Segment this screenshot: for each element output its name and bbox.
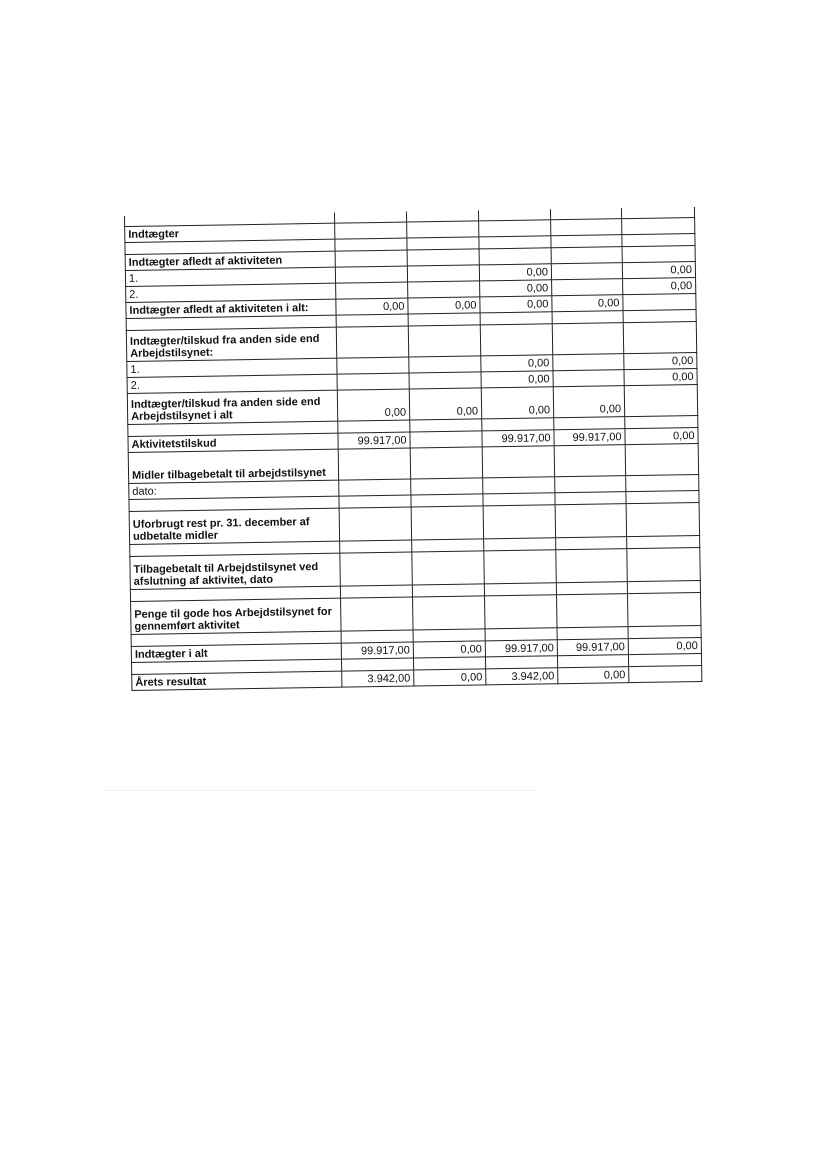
row-label: Aktivitetstilskud <box>128 433 338 452</box>
value-cell <box>339 507 412 541</box>
value-cell <box>413 629 485 642</box>
value-cell <box>557 627 628 640</box>
value-cell: 0,00 <box>336 298 408 315</box>
value-cell: 0,00 <box>625 428 698 445</box>
value-cell <box>555 492 626 505</box>
row-label: Indtægter/tilskud fra anden side end Arbejdstilsynet i alt <box>127 390 337 424</box>
value-cell <box>622 246 695 263</box>
value-cell <box>480 312 552 325</box>
value-cell <box>339 479 411 496</box>
value-cell: 0,00 <box>479 264 551 281</box>
value-cell: 0,00 <box>623 278 696 295</box>
value-cell <box>553 354 624 371</box>
value-cell <box>336 282 408 299</box>
value-cell <box>338 420 410 433</box>
value-cell <box>412 584 484 597</box>
value-cell <box>411 506 484 540</box>
value-cell <box>409 356 481 373</box>
value-cell <box>479 220 551 237</box>
value-cell <box>340 552 413 586</box>
value-cell: 0,00 <box>408 297 480 314</box>
value-cell <box>554 445 625 477</box>
value-cell <box>556 549 628 583</box>
value-cell <box>407 221 479 238</box>
value-cell <box>407 237 479 250</box>
row-label: Årets resultat <box>132 671 342 690</box>
value-cell: 0,00 <box>553 386 624 418</box>
value-cell: 0,00 <box>409 388 481 420</box>
value-cell <box>410 431 482 448</box>
value-cell <box>557 594 629 628</box>
value-cell <box>484 583 556 596</box>
value-cell <box>482 418 554 431</box>
value-cell <box>484 538 556 551</box>
value-cell <box>623 294 696 311</box>
budget-table-body <box>124 207 701 690</box>
row-label: 1. <box>125 267 335 286</box>
value-cell: 0,00 <box>624 369 697 386</box>
value-cell: 99.917,00 <box>485 640 557 657</box>
value-cell <box>552 311 623 324</box>
value-cell: 0,00 <box>558 667 629 684</box>
value-cell <box>551 235 622 248</box>
value-cell: 0,00 <box>413 641 485 658</box>
value-cell <box>335 266 407 283</box>
value-cell <box>555 476 626 493</box>
value-cell <box>554 417 625 430</box>
value-cell <box>407 249 479 266</box>
row-label: Indtægter afledt af aktiviteten i alt: <box>126 299 336 318</box>
value-cell: 0,00 <box>628 637 701 654</box>
value-cell <box>627 547 701 581</box>
row-label: Indtægter afledt af aktiviteten <box>125 251 335 270</box>
row-label: 1. <box>127 358 337 377</box>
row-label: Indtægter <box>125 223 335 242</box>
value-cell: 3.942,00 <box>486 668 558 685</box>
row-label: Penge til gode hos Arbejdstilsynet for gennemført aktivitet <box>131 598 341 634</box>
value-cell: 99.917,00 <box>338 432 410 449</box>
value-cell: 0,00 <box>480 280 552 297</box>
value-cell <box>551 219 622 236</box>
value-cell <box>411 494 483 507</box>
value-cell <box>411 478 483 495</box>
value-cell <box>410 447 482 479</box>
value-cell <box>556 537 627 550</box>
value-cell <box>480 324 552 356</box>
value-cell <box>412 551 485 585</box>
row-label: 2. <box>126 283 336 302</box>
value-cell <box>408 325 480 357</box>
value-cell: 0,00 <box>624 353 697 370</box>
value-cell <box>623 322 696 354</box>
value-cell: 0,00 <box>481 387 553 419</box>
value-cell <box>408 281 480 298</box>
value-cell <box>409 372 481 389</box>
value-cell <box>483 477 555 494</box>
value-cell <box>340 540 412 553</box>
value-cell <box>336 314 408 327</box>
value-cell <box>413 596 486 630</box>
value-cell <box>335 250 407 267</box>
value-cell: 0,00 <box>337 389 409 421</box>
value-cell: 0,00 <box>552 295 623 312</box>
value-cell: 99.917,00 <box>554 429 625 446</box>
value-cell: 0,00 <box>480 296 552 313</box>
row-label: dato: <box>129 480 339 499</box>
row-label: Indtægter i alt <box>131 643 341 662</box>
value-cell <box>551 263 622 280</box>
value-cell <box>338 448 410 480</box>
value-cell <box>626 503 700 537</box>
value-cell <box>479 248 551 265</box>
value-cell <box>557 655 628 668</box>
budget-table <box>124 207 702 691</box>
value-cell <box>341 597 414 631</box>
value-cell <box>625 444 698 476</box>
row-label: Midler tilbagebetalt til arbejdstilsynet <box>128 449 338 483</box>
value-cell: 99.917,00 <box>482 430 554 447</box>
value-cell <box>407 265 479 282</box>
value-cell <box>551 247 622 264</box>
value-cell: 99.917,00 <box>341 642 413 659</box>
value-cell: 99.917,00 <box>557 639 628 656</box>
row-label: 2. <box>127 374 337 393</box>
value-cell <box>629 665 702 682</box>
value-cell <box>337 357 409 374</box>
value-cell: 0,00 <box>481 355 553 372</box>
value-cell <box>552 323 623 355</box>
value-cell <box>335 222 407 239</box>
value-cell <box>485 656 557 669</box>
value-cell <box>482 446 554 478</box>
row-label: Uforbrugt rest pr. 31. december af udbetalte midler <box>129 508 339 544</box>
value-cell <box>627 592 701 626</box>
value-cell: 0,00 <box>414 669 486 686</box>
scan-artifact <box>105 790 535 794</box>
value-cell <box>555 504 627 538</box>
value-cell <box>483 505 556 539</box>
value-cell <box>336 326 408 358</box>
value-cell <box>624 385 697 417</box>
value-cell <box>626 475 699 492</box>
value-cell <box>341 658 413 671</box>
row-label: Indtægter/tilskud fra anden side end Arbejdstilsynet: <box>126 327 336 361</box>
value-cell: 0,00 <box>622 262 695 279</box>
value-cell <box>622 218 695 235</box>
value-cell <box>484 550 557 584</box>
row-label: Tilbagebetalt til Arbejdstilsynet ved afslutning af aktivitet, dato <box>130 553 340 589</box>
value-cell <box>485 595 558 629</box>
value-cell: 0,00 <box>481 371 553 388</box>
value-cell: 3.942,00 <box>342 670 414 687</box>
value-cell <box>341 630 413 643</box>
value-cell <box>556 582 627 595</box>
value-cell <box>337 373 409 390</box>
value-cell <box>552 279 623 296</box>
value-cell <box>553 370 624 387</box>
